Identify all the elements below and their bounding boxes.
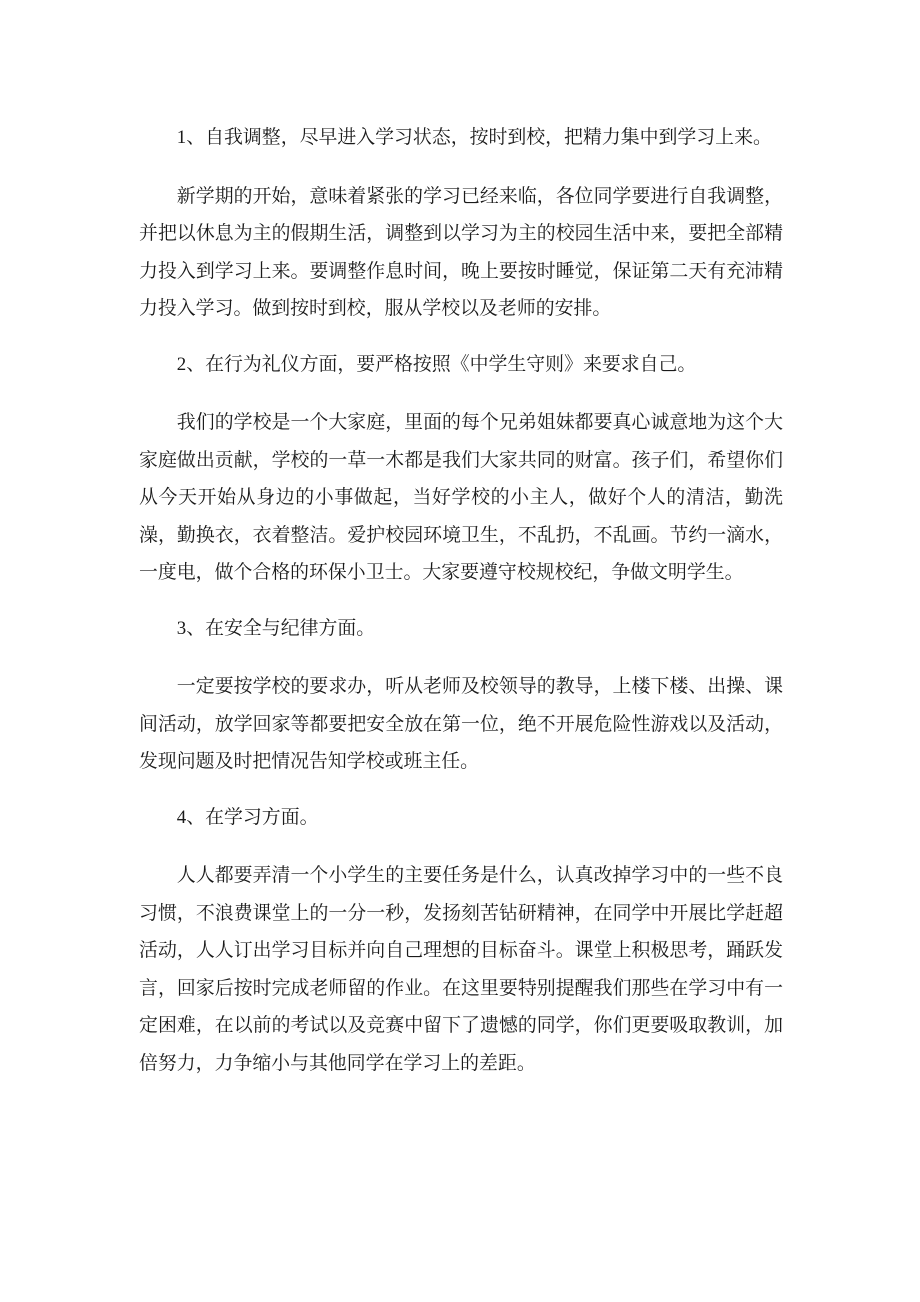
document-page xyxy=(139,119,783,1100)
section-2-heading: 2、在行为礼仪方面，要严格按照《中学生守则》来要求自己。 xyxy=(176,353,697,375)
section-3-body: 一定要按学校的要求办，听从老师及校领导的教导，上楼下楼、出操、课间活动，放学回家等都要把安全放在第一位，绝不开展危险性游戏以及活动，发现问题及时把情况告知学校或班主任。 xyxy=(139,676,783,772)
section-4-heading: 4、在学习方面。 xyxy=(176,806,319,828)
section-1-heading: 1、自我调整，尽早进入学习状态，按时到校，把精力集中到学习上来。 xyxy=(176,127,772,148)
section-2-body: 我们的学校是一个大家庭，里面的每个兄弟姐妹都要真心诚意地为这个大家庭做出贡献，学校的一草一木都是我们大家共同的财富。孩子们，希望你们从今天开始从身边的小事做起，当好学校的小主人，做好个人的清洁，勤洗澡，勤换衣，衣着整洁。爱护校园环境卫生，不乱扔，不乱画。节约一滴水，一度电，做个合格的环保小卫士。大家要遵守校规校纪，争做文明学生。 xyxy=(139,412,783,583)
section-1-body: 新学期的开始，意味着紧张的学习已经来临，各位同学要进行自我调整，并把以休息为主的假期生活，调整到以学习为主的校园生活中来，要把全部精力投入到学习上来。要调整作息时间，晚上要按时睡觉，保证第二天有充沛精力投入学习。做到按时到校，服从学校以及老师的安排。 xyxy=(139,185,783,319)
section-4-body: 人人都要弄清一个小学生的主要任务是什么，认真改掉学习中的一些不良习惯，不浪费课堂上的一分一秒，发扬刻苦钻研精神，在同学中开展比学赶超活动，人人订出学习目标并向自己理想的目标奋斗。课堂上积极思考，踊跃发言，回家后按时完成老师留的作业。在这里要特别提醒我们那些在学习中有一定困难，在以前的考试以及竞赛中留下了遗憾的同学，你们更要吸取教训，加倍努力，力争缩小与其他同学在学习上的差距。 xyxy=(139,865,783,1074)
section-3-heading: 3、在安全与纪律方面。 xyxy=(176,617,376,639)
